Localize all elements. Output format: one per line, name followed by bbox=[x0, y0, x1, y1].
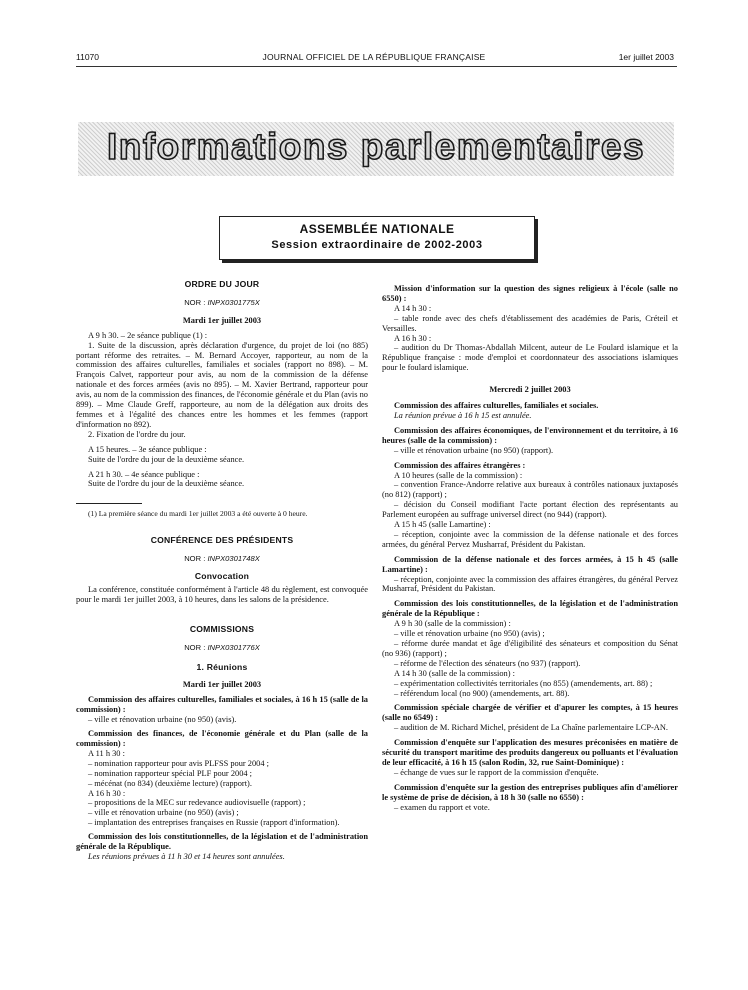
page-number: 11070 bbox=[76, 52, 100, 62]
issue-date: 1er juillet 2003 bbox=[618, 52, 674, 62]
nor-line: NOR : INPX0301775X bbox=[184, 297, 260, 307]
list-item: – propositions de la MEC sur redevance audiovisuelle (rapport) ; bbox=[88, 798, 306, 808]
list-item: – examen du rapport et vote. bbox=[394, 802, 490, 812]
commission-title: Commission spéciale chargée de vérifier et d'apurer les comptes, à 15 heures (salle no 6549) : bbox=[382, 703, 678, 723]
list-item: – nomination rapporteur spécial PLF pour 2004 ; bbox=[88, 768, 252, 778]
left-column bbox=[76, 280, 368, 862]
time-heading: A 14 h 30 (salle de la commission) : bbox=[394, 668, 515, 678]
list-item: – expérimentation collectivités territoriales (no 855) (amendements, art. 88) ; bbox=[394, 678, 653, 688]
list-item: – nomination rapporteur pour avis PLFSS pour 2004 ; bbox=[88, 758, 269, 768]
agenda-item-1: 1. Suite de la discussion, après déclaration d'urgence, du projet de loi (no 885) portant réforme des retraites. – M. Bernard Accoyer, rapporteur, au nom de la commission des affaires culturelles, familiales et sociales (rapport no 898). – M. François Calvet, rapporteur pour avis, au nom de la commission de la défense nationale et des forces armées (avis no 895). – M. Xavier Bertrand, rapporteur pour avis, au nom de la commission des finances, de l'économie générale et du Plan (avis no 899). – Mme Claude Greff, rapporteure, au nom de la délégation aux droits des femmes et à l'égalité des chances entre les hommes et les femmes (rapport d'information no 892). bbox=[76, 340, 368, 429]
list-item: – réforme durée mandat et âge d'éligibilité des sénateurs et composition du Sénat (no 936) (rapport) ; bbox=[382, 639, 678, 658]
footnote-rule bbox=[76, 503, 142, 504]
banner-title: Informations parlementaires bbox=[106, 126, 646, 167]
reunions-heading: 1. Réunions bbox=[196, 661, 248, 672]
ordre-du-jour-heading: ORDRE DU JOUR bbox=[184, 279, 260, 289]
sitting-4-text: Suite de l'ordre du jour de la deuxième séance. bbox=[88, 479, 245, 489]
list-item: – audition de M. Richard Michel, président de La Chaîne parlementaire LCP-AN. bbox=[394, 723, 668, 733]
time-heading: A 10 heures (salle de la commission) : bbox=[394, 470, 523, 480]
agenda-item-2: 2. Fixation de l'ordre du jour. bbox=[88, 429, 186, 439]
running-header bbox=[0, 52, 748, 66]
list-item: – ville et rénovation urbaine (no 950) (avis). bbox=[88, 715, 237, 725]
list-item: – table ronde avec des chefs d'établissement des académies de Paris, Créteil et Versailles. bbox=[382, 313, 678, 333]
list-item: – échange de vues sur le rapport de la commission d'enquête. bbox=[394, 767, 599, 777]
time-heading: A 11 h 30 : bbox=[88, 748, 125, 758]
sitting-3-text: Suite de l'ordre du jour de la deuxième séance. bbox=[88, 454, 245, 464]
wednesday-date: Mercredi 2 juillet 2003 bbox=[489, 385, 571, 395]
list-item: – mécénat (no 834) (deuxième lecture) (rapport). bbox=[88, 778, 252, 788]
time-heading: A 15 h 45 (salle Lamartine) : bbox=[394, 520, 491, 530]
commissions-heading: COMMISSIONS bbox=[189, 623, 255, 634]
list-item: – ville et rénovation urbaine (no 950) (avis) ; bbox=[88, 808, 239, 818]
cancellation-note: La réunion prévue à 16 h 15 est annulée. bbox=[394, 410, 532, 420]
list-item: – réception, conjointe avec la commission des affaires étrangères, du général Pervez Musharraf, Président du Pakistan. bbox=[382, 574, 678, 594]
reunions-date: Mardi 1er juillet 2003 bbox=[182, 680, 262, 690]
commission-title: Commission des lois constitutionnelles, de la législation et de l'administration générale de la République. bbox=[76, 832, 368, 852]
time-heading: A 9 h 30 (salle de la commission) : bbox=[394, 619, 511, 629]
list-item: – implantation des entreprises françaises en Russie (rapport d'information). bbox=[88, 818, 340, 828]
sitting-2-heading: A 9 h 30. – 2e séance publique (1) : bbox=[88, 330, 208, 340]
list-item: – ville et rénovation urbaine (no 950) (avis) ; bbox=[394, 629, 545, 639]
commission-title: Commission de la défense nationale et des forces armées, à 15 h 45 (salle Lamartine) : bbox=[382, 554, 678, 574]
commission-title: Commission des affaires culturelles, familiales et sociales, à 16 h 15 (salle de la commission) : bbox=[76, 695, 368, 715]
sitting-4-heading: A 21 h 30. – 4e séance publique : bbox=[88, 469, 200, 479]
list-item: – décision du Conseil modifiant l'acte portant élection des représentants au Parlement européen au suffrage universel direct (no 944) (rapport). bbox=[382, 500, 678, 520]
commission-title: Commission d'enquête sur la gestion des entreprises publiques afin d'améliorer le système de prise de décision, à 18 h 30 (salle no 6550) : bbox=[382, 782, 678, 802]
commission-title: Commission des affaires étrangères : bbox=[394, 460, 526, 470]
footnote: (1) La première séance du mardi 1er juillet 2003 a été ouverte à 0 heure. bbox=[88, 509, 308, 519]
commission-title: Commission des affaires culturelles, familiales et sociales. bbox=[394, 401, 599, 411]
assembly-box bbox=[219, 216, 535, 260]
journal-title: JOURNAL OFFICIEL DE LA RÉPUBLIQUE FRANÇAISE bbox=[262, 52, 486, 62]
sitting-date: Mardi 1er juillet 2003 bbox=[182, 315, 262, 325]
time-heading: A 16 h 30 : bbox=[394, 333, 432, 343]
list-item: – audition du Dr Thomas-Abdallah Milcent, auteur de Le Foulard islamique et la République française : mode d'emploi et coordonnateur des associations islamiques pour le foulard islamique. bbox=[382, 343, 678, 373]
header-rule bbox=[76, 66, 677, 67]
mission-title: Mission d'information sur la question des signes religieux à l'école (salle no 6550) : bbox=[382, 284, 678, 303]
list-item: – référendum local (no 900) (amendements, art. 88). bbox=[394, 688, 570, 698]
commission-title: Commission d'enquête sur l'application des mesures préconisées en matière de sécurité du transport maritime des produits dangereux ou polluants et l'évaluation de leur efficacité, à 16 h 15 (salon Rodin, 32, rue Saint-Dominique) : bbox=[382, 738, 678, 767]
commission-title: Commission des finances, de l'économie générale et du Plan (salle de la commission) : bbox=[76, 729, 368, 748]
conference-heading: CONFÉRENCE DES PRÉSIDENTS bbox=[150, 535, 294, 546]
time-heading: A 16 h 30 : bbox=[88, 788, 126, 798]
time-heading: A 14 h 30 : bbox=[394, 303, 432, 313]
list-item: – ville et rénovation urbaine (no 950) (rapport). bbox=[394, 445, 554, 455]
list-item: – réforme de l'élection des sénateurs (no 937) (rapport). bbox=[394, 658, 581, 668]
cancellation-note: Les réunions prévues à 11 h 30 et 14 heures sont annulées. bbox=[88, 851, 285, 861]
assembly-title: ASSEMBLÉE NATIONALE bbox=[299, 222, 455, 236]
nor-line: NOR : INPX0301748X bbox=[184, 554, 260, 564]
list-item: – convention France-Andorre relative aux bureaux à contrôles nationaux juxtaposés (no 812) (rapport) ; bbox=[382, 480, 678, 500]
section-banner bbox=[78, 122, 674, 176]
convocation-heading: Convocation bbox=[194, 571, 250, 582]
list-item: – réception, conjointe avec la commission de la défense nationale et des forces armées, du général Pervez Musharraf, Président du Pakistan. bbox=[382, 529, 678, 549]
sitting-3-heading: A 15 heures. – 3e séance publique : bbox=[88, 444, 207, 454]
convocation-text: La conférence, constituée conformément à l'article 48 du règlement, est convoquée pour le mardi 1er juillet 2003, à 10 heures, dans les salons de la présidence. bbox=[76, 584, 368, 604]
right-column bbox=[382, 284, 678, 813]
session-title: Session extraordinaire de 2002-2003 bbox=[271, 239, 483, 251]
nor-line: NOR : INPX0301776X bbox=[184, 642, 260, 652]
commission-title: Commission des lois constitutionnelles, de la législation et de l'administration générale de la République : bbox=[382, 599, 678, 619]
commission-title: Commission des affaires économiques, de l'environnement et du territoire, à 16 heures (salle de la commission) : bbox=[382, 425, 678, 445]
